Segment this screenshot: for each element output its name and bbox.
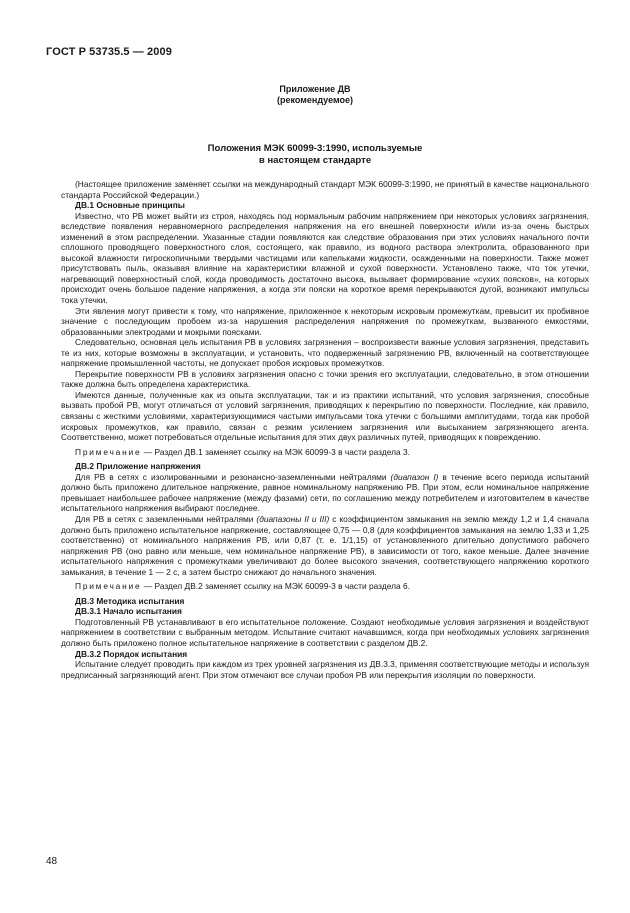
- standard-header: ГОСТ Р 53735.5 — 2009: [46, 46, 172, 58]
- note-label: Примечание: [75, 581, 142, 592]
- intro-paragraph: (Настоящее приложение заменяет ссылки на международный стандарт МЭК 60099-3:1990, не принятый в качестве национального стандарта Российской Федерации.): [61, 179, 589, 200]
- appendix-label: Приложение ДВ: [279, 84, 351, 94]
- appendix-title-line2: в настоящем стандарте: [258, 155, 372, 166]
- paragraph: Перекрытие поверхности РВ в условиях загрязнения опасно с точки зрения его эксплуатации, следовательно, в этом отношении также должна быть определена характеристика.: [61, 368, 589, 390]
- text-run: с коэффициентом замыкания на землю между 1,2 и 1,4 сначала должно быть приложено испытательное напряжение, составляющее 0,75 — 0,8 (для коэффициентов замыкания на землю 1,33 и 1,25 соответственно) от номинального напряжения РВ, или 0,87 (т. е. 1/1,15) от установленного длительно допустимого рабочего напряжения РВ (оно равно или меньше, чем номинальное напряжение РВ), в зависимости от того, какое меньше. Далее значение испытательного напряжения с промежутками увеличивают до более высокого значения, соответствующего напряжению короткого замыкания, в течение 1 — 2 с, а затем быстро снижают до начального значения.: [61, 513, 589, 577]
- document-body: [61, 179, 589, 680]
- section-heading-dv1: ДВ.1 Основные принципы: [75, 200, 185, 211]
- note-text: — Раздел ДВ.1 заменяет ссылку на МЭК 60099-3 в части раздела 3.: [141, 446, 410, 457]
- paragraph: [61, 514, 589, 577]
- paragraph: Следовательно, основная цель испытания РВ в условиях загрязнения – воспроизвести важные условия загрязнения, представить те из них, которые возможны в эксплуатации, и установить, что подверженный загрязнению РВ, включенный на соответствующее напряжение промышленной частоты, не допускает пробоя искровых промежутков.: [61, 337, 589, 369]
- appendix-status: (рекомендуемое): [277, 95, 353, 105]
- paragraph: Испытание следует проводить при каждом из трех уровней загрязнения из ДВ.3.3, применяя соответствующие методы и используя предписанный загрязняющий агент. При этом отмечают все случаи пробоя РВ или перекрытия изоляции по поверхности.: [61, 659, 589, 680]
- note-label: Примечание: [75, 446, 142, 457]
- note-dv1: [61, 447, 589, 458]
- subsection-heading-dv32: ДВ.3.2 Порядок испытания: [75, 648, 188, 659]
- paragraph: Имеются данные, полученные как из опыта эксплуатации, так и из практики испытаний, что условия загрязнения, способные вызвать пробой РВ, могут отличаться от условий загрязнения, приводящих к перекрытию по поверхности. Последние, как правило, связаны с жесткими условиями, характеризующимися частыми импульсами тока утечки с большими амплитудами, тогда как пробой искровых промежутков, как правило, связан с резким усилением загрязнения или высыханием загрязняющего агента. Соответственно, может потребоваться отдельные испытания для этих двух различных путей, приводящих к повреждению.: [61, 389, 589, 443]
- subsection-heading-dv31: ДВ.3.1 Начало испытания: [75, 606, 182, 617]
- paragraph: Подготовленный РВ устанавливают в его испытательное положение. Создают необходимые условия загрязнения и воздействуют напряжением в соответствии с выбранным методом. Испытание считают начавшимся, когда при необходимых условиях загрязнения должно быть приложено полное испытательное напряжение в соответствии с разделом ДВ.2.: [61, 616, 589, 648]
- italic-run: (диапазоны II и III): [256, 513, 330, 524]
- note-text: — Раздел ДВ.2 заменяет ссылку на МЭК 60099-3 в части раздела 6.: [141, 581, 410, 592]
- paragraph: [61, 472, 589, 514]
- text-run: Для РВ в сетях с изолированными и резонансно-заземленными нейтралями: [75, 471, 391, 482]
- italic-run: (диапазон I): [390, 471, 439, 482]
- text-run: в течение всего периода испытаний должно быть приложено длительное напряжение, равное номинальному напряжению РВ. При этом, если номинальное напряжение превышает наибольшее рабочее напряжение (между фазами) сети, по соглашению между потребителем и изготовителем в качестве испытательного напряжения выбирают последнее.: [61, 471, 589, 514]
- note-dv2: [61, 581, 589, 592]
- appendix-title-line1: Положения МЭК 60099-3:1990, используемые: [207, 143, 423, 154]
- section-heading-dv2: ДВ.2 Приложение напряжения: [75, 461, 201, 472]
- paragraph: Известно, что РВ может выйти из строя, находясь под нормальным рабочим напряжением при некоторых условиях загрязнения, вследствие появления неравномерного распределения напряжения на его внешней поверхности и/или из-за очень быстрых изменений в этом распределении. Указанные стадии появляются как следствие образования при этих условиях начального почти сплошного проводящего поверхностного слоя, состоящего, как правило, из водного раствора электролита, образованного при высокой влажности гигроскопичными твердыми частицами или капельками жидкости, осажденными на поверхности. Также может присутствовать пыль, оказывая влияние на характеристики влажной и сухой поверхности. Установлено также, что ток утечки, нагревающий поверхностный слой, когда проводимость достаточно высока, вызывает формирование «сухих поясков», на которых происходит очень большое падение напряжения, а когда эти пояски на короткое время перекрываются дугой, возникают импульсы тока утечки.: [61, 210, 589, 306]
- page-number: 48: [46, 856, 58, 867]
- paragraph: Эти явления могут привести к тому, что напряжение, приложенное к некоторым искровым промежуткам, превысит их пробивное значение с последующим пробоем из-за нарушения распределения напряжения по промежуткам, вызванного емкостями, образованными электродами и мокрыми поясками.: [61, 305, 589, 337]
- section-heading-dv3: ДВ.3 Методика испытания: [75, 595, 185, 606]
- text-run: Для РВ в сетях с заземленными нейтралями: [75, 513, 257, 524]
